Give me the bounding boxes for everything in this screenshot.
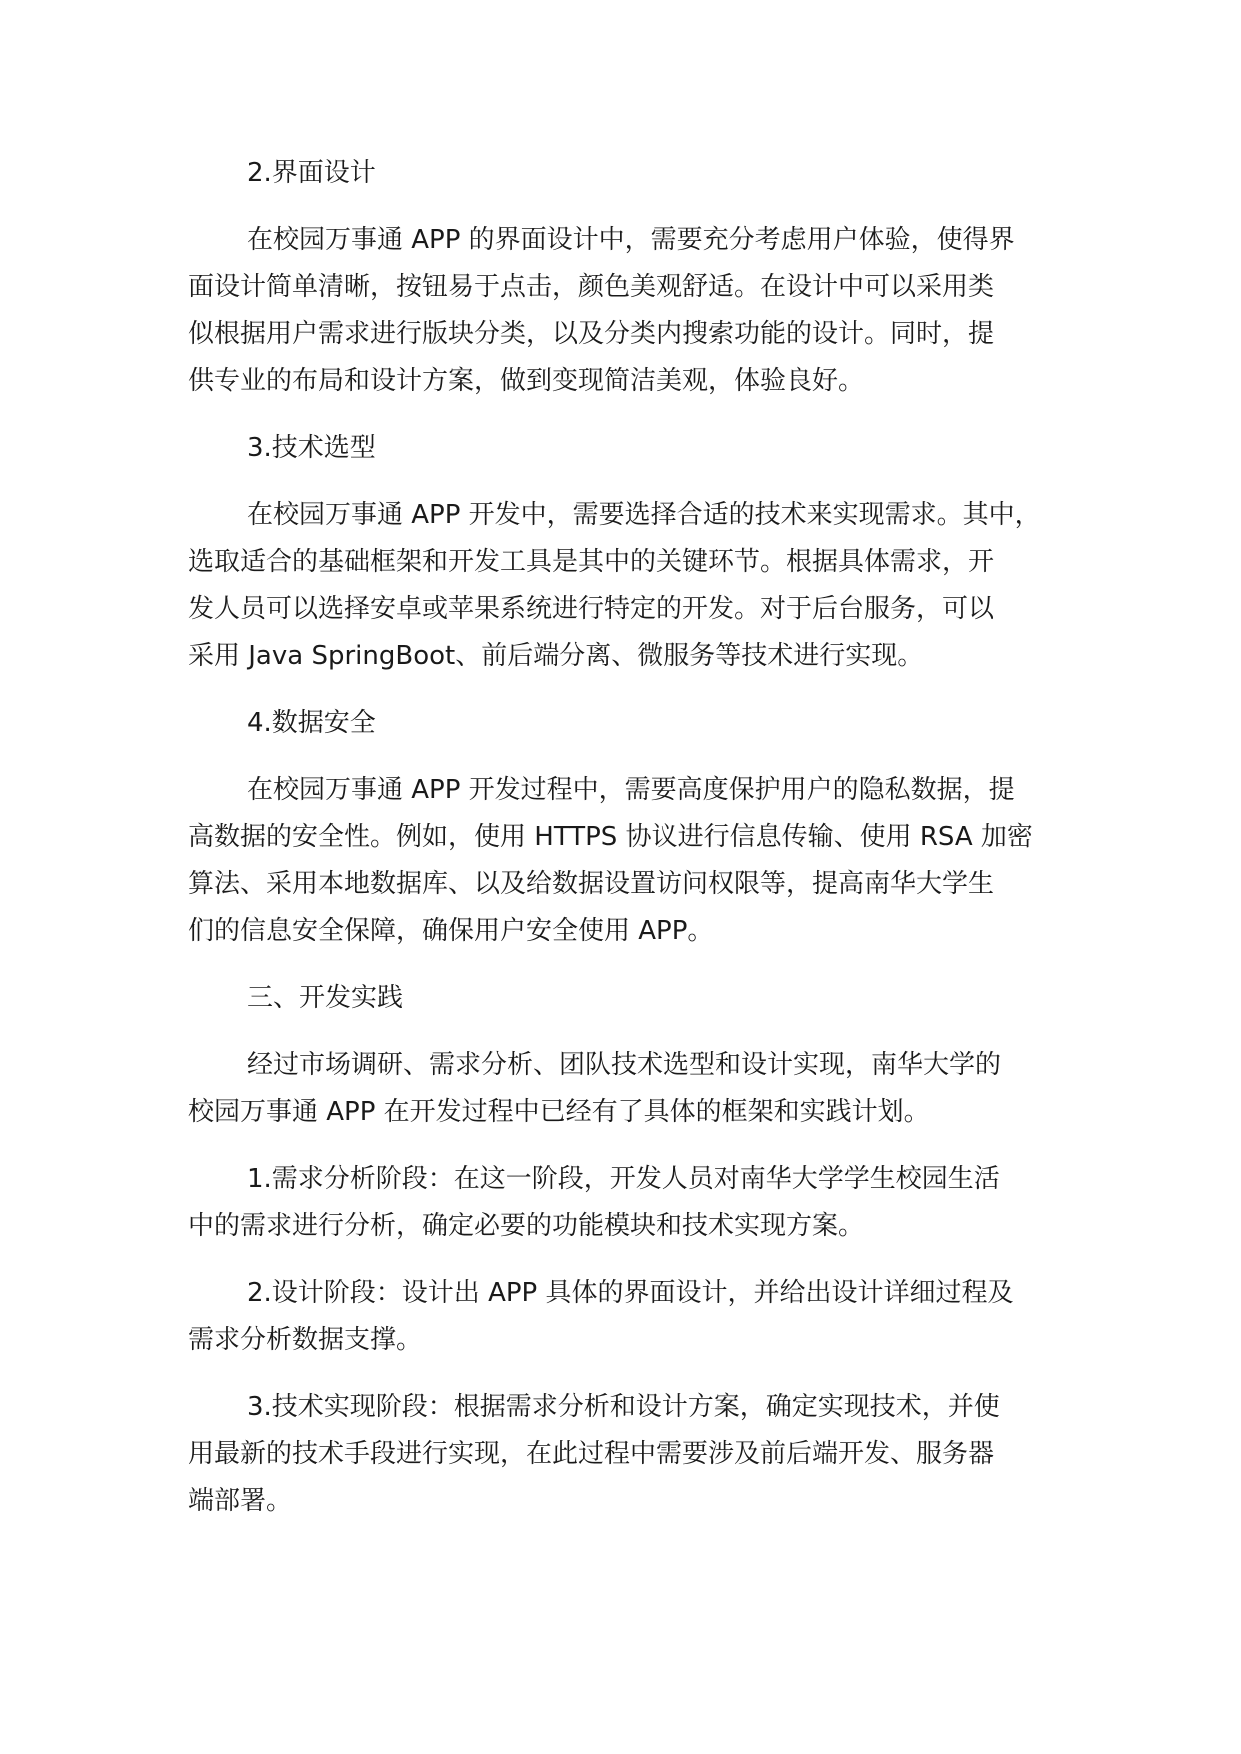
paragraph-line: 面设计简单清晰，按钮易于点击，颜色美观舒适。在设计中可以采用类 [188, 272, 995, 302]
paragraph-line: 们的信息安全保障，确保用户安全使用 APP。 [188, 916, 714, 946]
paragraph-line: 用最新的技术手段进行实现，在此过程中需要涉及前后端开发、服务器 [188, 1439, 995, 1469]
paragraph-line: 似根据用户需求进行版块分类，以及分类内搜索功能的设计。同时，提 [188, 319, 995, 349]
paragraph-line: 采用 Java SpringBoot、前后端分离、微服务等技术进行实现。 [188, 641, 924, 671]
paragraph-line: 经过市场调研、需求分析、团队技术选型和设计实现，南华大学的 [247, 1050, 1002, 1080]
section-heading: 2.界面设计 [247, 158, 376, 188]
section-heading: 3.技术选型 [247, 433, 376, 463]
paragraph-line: 选取适合的基础框架和开发工具是其中的关键环节。根据具体需求，开 [188, 547, 995, 577]
paragraph-line: 算法、采用本地数据库、以及给数据设置访问权限等，提高南华大学生 [188, 869, 995, 899]
paragraph-line: 需求分析数据支撑。 [188, 1325, 423, 1355]
paragraph-line: 校园万事通 APP 在开发过程中已经有了具体的框架和实践计划。 [188, 1097, 930, 1127]
paragraph-line: 3.技术实现阶段：根据需求分析和设计方案，确定实现技术，并使 [247, 1392, 1000, 1422]
paragraph-line: 供专业的布局和设计方案，做到变现简洁美观，体验良好。 [188, 366, 865, 396]
paragraph-line: 在校园万事通 APP 开发过程中，需要高度保护用户的隐私数据，提 [247, 775, 1015, 805]
section-heading: 三、开发实践 [247, 983, 404, 1013]
document-body [188, 150, 1048, 1545]
paragraph [188, 492, 1048, 680]
paragraph-line: 高数据的安全性。例如，使用 HTTPS 协议进行信息传输、使用 RSA 加密 [188, 822, 1033, 852]
paragraph [188, 1270, 1048, 1364]
paragraph [188, 767, 1048, 955]
paragraph-line: 在校园万事通 APP 开发中，需要选择合适的技术来实现需求。其中， [247, 500, 1041, 530]
paragraph [188, 1156, 1048, 1250]
paragraph [188, 1384, 1048, 1525]
section-heading: 4.数据安全 [247, 708, 376, 738]
paragraph [188, 1042, 1048, 1136]
paragraph-line: 2.设计阶段：设计出 APP 具体的界面设计，并给出设计详细过程及 [247, 1278, 1014, 1308]
paragraph-line: 发人员可以选择安卓或苹果系统进行特定的开发。对于后台服务，可以 [188, 594, 995, 624]
paragraph [188, 217, 1048, 405]
paragraph-line: 端部署。 [188, 1486, 293, 1516]
paragraph-line: 中的需求进行分析，确定必要的功能模块和技术实现方案。 [188, 1211, 865, 1241]
paragraph-line: 1.需求分析阶段：在这一阶段，开发人员对南华大学学生校园生活 [247, 1164, 1000, 1194]
paragraph-line: 在校园万事通 APP 的界面设计中，需要充分考虑用户体验，使得界 [247, 225, 1015, 255]
